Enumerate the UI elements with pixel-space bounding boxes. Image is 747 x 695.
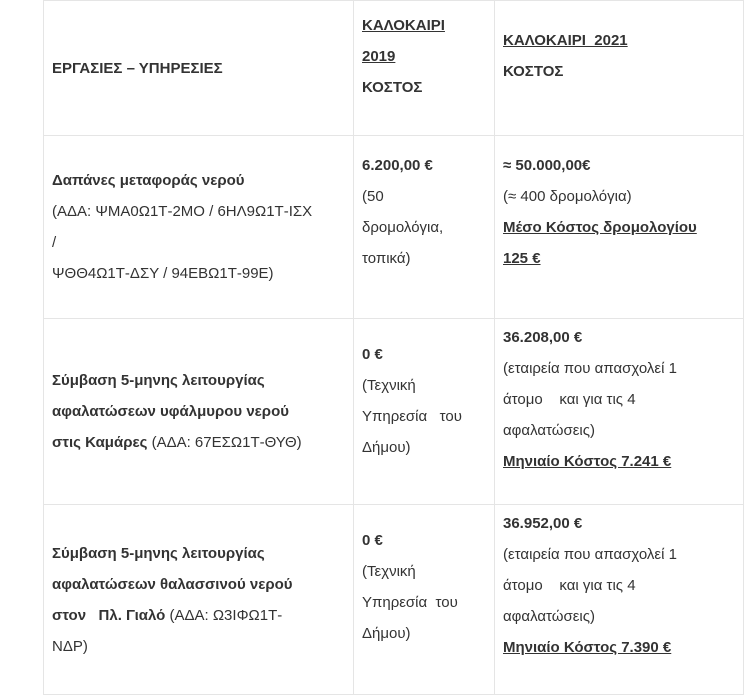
row3-note-2019-b: Υπηρεσία του [362,594,458,611]
row3-title-a: Σύμβαση 5-μηνης λειτουργίας [52,544,265,562]
row2-title-a: Σύμβαση 5-μηνης λειτουργίας [52,372,265,389]
row1-note-2019-b: δρομολόγια, [362,219,444,236]
table-row [44,319,744,505]
row3-2021-cell [495,505,744,695]
row1-2021-cell [495,136,744,319]
table-row [44,136,744,319]
row1-ada-line2: / [52,234,57,251]
header-2019-line1: ΚΑΛΟΚΑΙΡΙ [362,16,445,34]
row2-note-2021-b: άτομο και για τις 4 [503,391,636,408]
row1-summary-2021-b: 125 € [503,250,541,267]
row2-note-2019-b: Υπηρεσία του [362,408,462,425]
row2-title-b: αφαλατώσεων υφάλμυρου νερού [52,403,289,420]
header-cell-services [44,1,354,136]
row3-service-cell [44,505,354,695]
row1-note-2019-a: (50 [362,188,384,205]
row3-note-2021-a: (εταιρεία που απασχολεί 1 [503,546,677,563]
row1-cost-2019: 6.200,00 € [362,157,433,174]
row2-service-cell [44,319,354,505]
row1-ada-line3: ΨΘΘ4Ω1Τ-ΔΣΥ / 94ΕΒΩ1Τ-99Ε) [52,265,274,282]
row1-note-2019-c: τοπικά) [362,250,411,267]
row1-2019-cell [354,136,495,319]
row1-service-cell [44,136,354,319]
row1-ada-line1: (ΑΔΑ: ΨΜΑ0Ω1Τ-2ΜΟ / 6ΗΛ9Ω1Τ-ΙΣΧ [52,203,313,220]
row3-cost-2021: 36.952,00 € [503,515,583,532]
row2-note-2019-c: Δήμου) [362,439,411,456]
header-2019-line2: 2019 [362,47,396,65]
row2-cost-2021: 36.208,00 € [503,329,583,346]
header-cell-2019 [354,1,495,136]
header-cell-2021 [495,1,744,136]
row3-2019-cell [354,505,495,695]
header-2021-line1: ΚΑΛΟΚΑΙΡΙ 2021 [503,32,628,49]
table-row [44,505,744,695]
header-services-label: ΕΡΓΑΣΙΕΣ – ΥΠΗΡΕΣΙΕΣ [52,59,223,77]
row1-note-2021: (≈ 400 δρομολόγια) [503,188,632,205]
row3-title-c: στον Πλ. Γιαλό [52,606,166,624]
row1-title: Δαπάνες μεταφοράς νερού [52,172,245,189]
row1-cost-2021: ≈ 50.000,00€ [503,157,591,174]
row3-summary-2021: Μηνιαίο Κόστος 7.390 € [503,639,672,656]
row2-2019-cell [354,319,495,505]
row3-note-2021-c: αφαλατώσεις) [503,608,595,625]
row2-summary-2021: Μηνιαίο Κόστος 7.241 € [503,453,672,470]
row3-ada-a: (ΑΔΑ: Ω3ΙΦΩ1Τ- [165,606,283,624]
row3-ada-b: ΝΔΡ) [52,637,88,655]
costs-table [43,0,744,695]
header-2019-line3: ΚΟΣΤΟΣ [362,78,423,96]
row2-note-2019-a: (Τεχνική [362,377,416,394]
row3-note-2019-a: (Τεχνική [362,563,416,580]
row1-summary-2021-a: Μέσο Κόστος δρομολογίου [503,219,697,236]
row3-cost-2019: 0 € [362,532,383,549]
row2-ada: (ΑΔΑ: 67ΕΣΩ1Τ-ΘΥΘ) [147,434,302,451]
header-2021-line2: ΚΟΣΤΟΣ [503,63,564,80]
table-header-row [44,1,744,136]
row3-note-2019-c: Δήμου) [362,625,411,642]
row2-title-c: στις Καμάρες [52,434,148,451]
row2-cost-2019: 0 € [362,346,383,363]
row3-title-b: αφαλατώσεων θαλασσινού νερού [52,575,293,593]
row2-note-2021-c: αφαλατώσεις) [503,422,595,439]
row3-note-2021-b: άτομο και για τις 4 [503,577,636,594]
row2-note-2021-a: (εταιρεία που απασχολεί 1 [503,360,677,377]
row2-2021-cell [495,319,744,505]
